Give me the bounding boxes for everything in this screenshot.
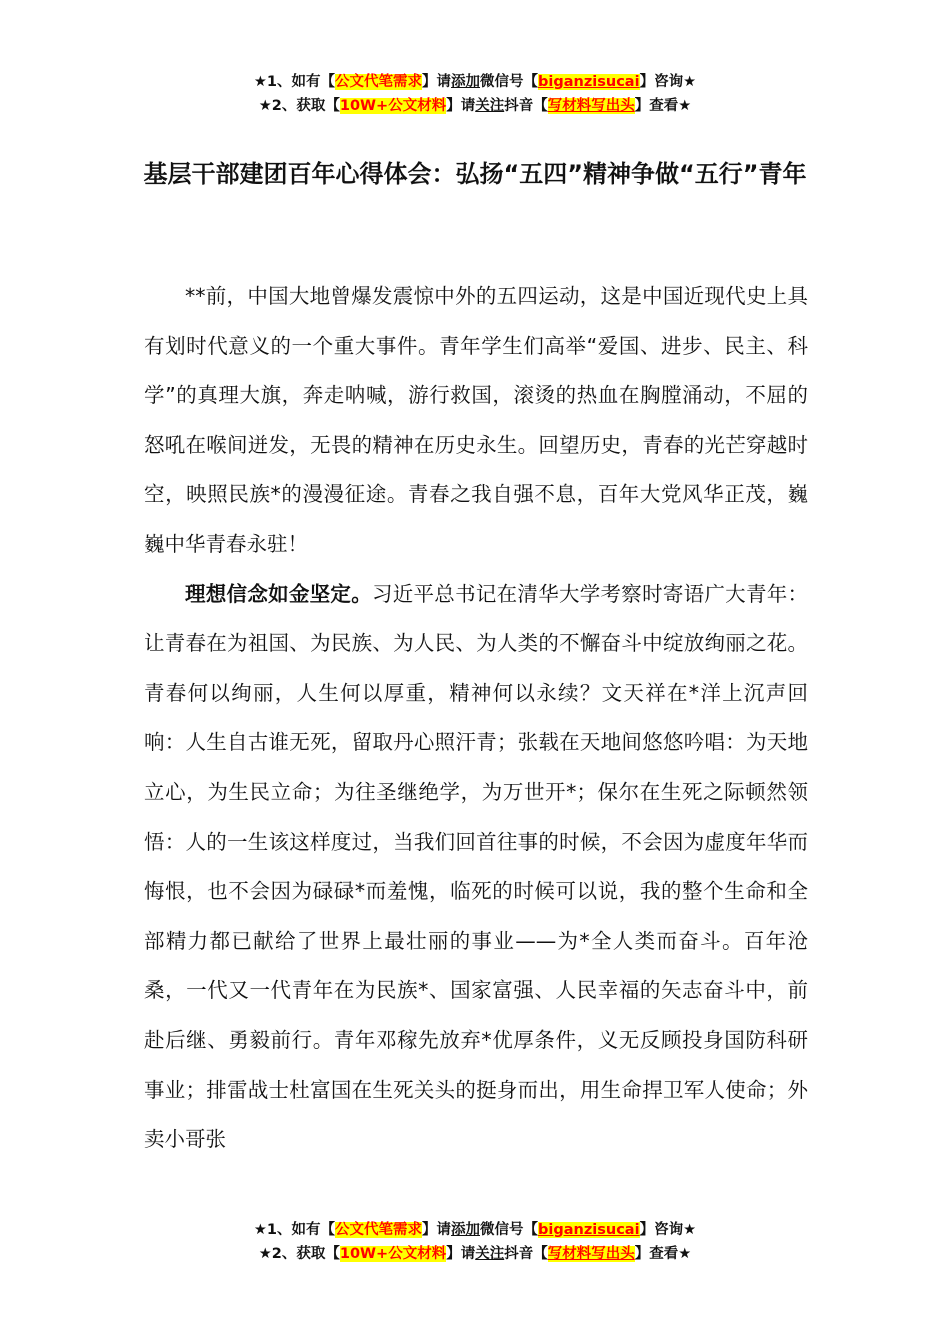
promo-banner-bottom [0,1218,950,1266]
promo-text: 】咨询★ [639,74,697,90]
promo-underlined: 关注 [475,98,505,114]
promo-text: ★1、如有【 [253,74,336,90]
paragraph-lead: 理想信念如金坚定。 [185,581,372,606]
paragraph [144,272,808,570]
wechat-id-link[interactable]: biganzisucai [538,1222,640,1238]
promo-text: ★2、获取【 [258,98,340,114]
document-body [144,272,808,1165]
promo-highlight: 公文代笔需求 [335,74,423,90]
promo-text: 微信号【 [480,1222,539,1238]
document-title: 基层干部建团百年心得体会：弘扬“五四”精神争做“五行”青年 [143,160,807,188]
promo-banner-top [0,70,950,118]
promo-highlight: 10W+公文材料 [339,98,447,114]
promo-line-2 [0,1242,950,1266]
promo-text: 抖音【 [504,1246,548,1262]
promo-text: 微信号【 [480,74,539,90]
promo-line-2 [0,94,950,118]
promo-text: ★2、获取【 [258,1246,340,1262]
paragraph [144,570,808,1165]
promo-text: ★1、如有【 [253,1222,336,1238]
douyin-account-link[interactable]: 写材料写出头 [547,98,635,114]
promo-text: 】请 [446,1246,476,1262]
promo-text: 】请 [422,74,452,90]
promo-underlined: 添加 [451,74,481,90]
promo-text: 】请 [446,98,476,114]
promo-text: 】查看★ [634,98,692,114]
promo-text: 】请 [422,1222,452,1238]
promo-line-1 [0,70,950,94]
promo-text: 】咨询★ [639,1222,697,1238]
promo-line-1 [0,1218,950,1242]
promo-underlined: 添加 [451,1222,481,1238]
paragraph-text: 习近平总书记在清华大学考察时寄语广大青年：让青春在为祖国、为民族、为人民、为人类的不懈奋斗中绽放绚丽之花。青春何以绚丽，人生何以厚重，精神何以永续？文天祥在*洋上沉声回响：人生自古谁无死，留取丹心照汗青；张载在天地间悠悠吟唱：为天地立心，为生民立命；为往圣继绝学，为万世开*；保尔在生死之际顿然领悟：人的一生该这样度过，当我们回首往事的时候，不会因为虚度年华而悔恨，也不会因为碌碌*而羞愧，临死的时候可以说，我的整个生命和全部精力都已献给了世界上最壮丽的事业——为*全人类而奋斗。百年沧桑，一代又一代青年在为民族*、国家富强、人民幸福的矢志奋斗中，前赴后继、勇毅前行。青年邓稼先放弃*优厚条件，义无反顾投身国防科研事业；排雷战士杜富国在生死关头的挺身而出，用生命捍卫军人使命；外卖小哥张 [144,581,809,1152]
promo-text: 抖音【 [504,98,548,114]
promo-highlight: 公文代笔需求 [335,1222,423,1238]
wechat-id-link[interactable]: biganzisucai [538,74,640,90]
douyin-account-link[interactable]: 写材料写出头 [547,1246,635,1262]
promo-highlight: 10W+公文材料 [339,1246,447,1262]
paragraph-text: **前，中国大地曾爆发震惊中外的五四运动，这是中国近现代史上具有划时代意义的一个重大事件。青年学生们高举“爱国、进步、民主、科学”的真理大旗，奔走呐喊，游行救国，滚烫的热血在胸膛涌动，不屈的怒吼在喉间迸发，无畏的精神在历史永生。回望历史，青春的光芒穿越时空，映照民族*的漫漫征途。青春之我自强不息，百年大党风华正茂，巍巍中华青春永驻！ [144,284,808,556]
promo-underlined: 关注 [475,1246,505,1262]
promo-text: 】查看★ [634,1246,692,1262]
